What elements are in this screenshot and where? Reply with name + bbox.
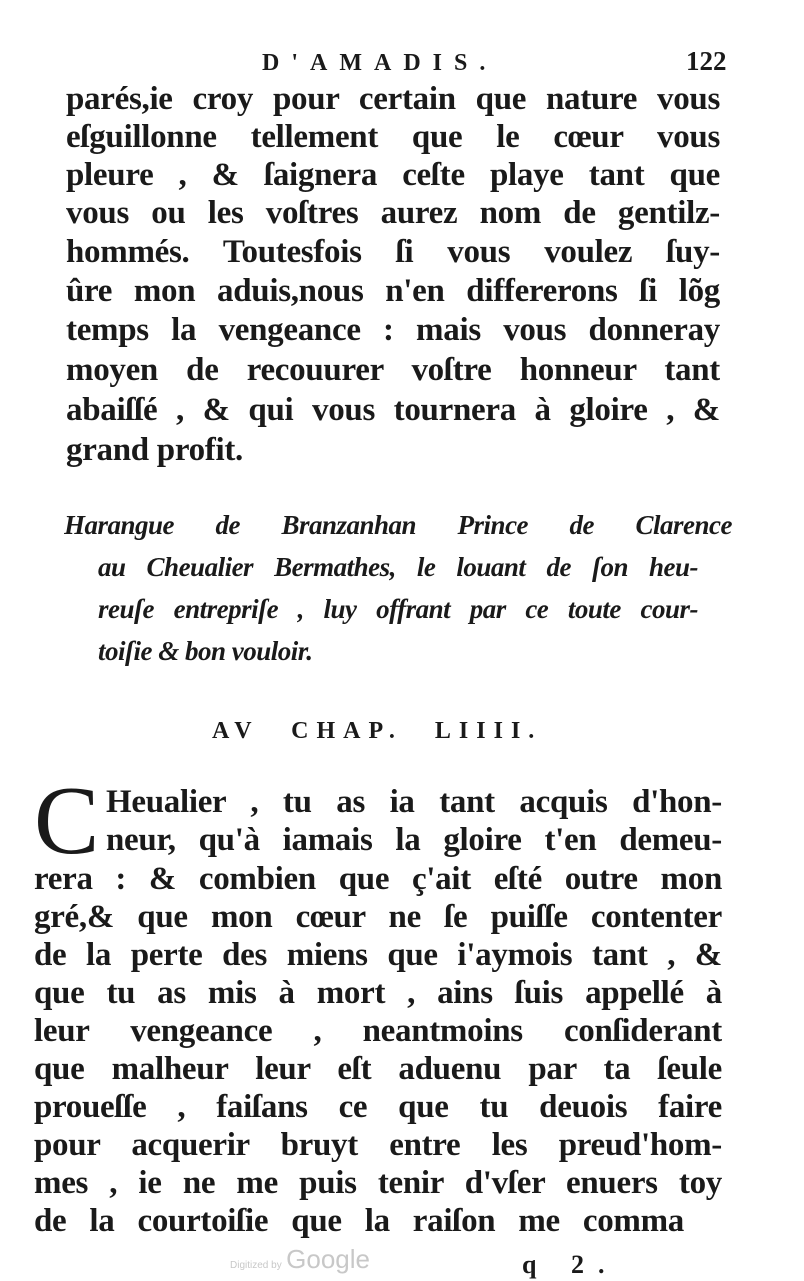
text-line: proueſſe , faiſans ce que tu deuois faire: [34, 1089, 722, 1125]
text-line: grand profit.: [66, 432, 244, 468]
text-line: vous ou les voſtres aurez nom de gentilz-: [66, 195, 720, 231]
text-line: rera : & combien que ç'ait eſté outre mon: [34, 861, 722, 897]
text-line: de la courtoiſie que la raiſon me comma: [34, 1203, 684, 1239]
text-line: eſguillonne tellement que le cœur vous: [66, 119, 720, 155]
text-line: parés,ie croy pour certain que nature vous: [66, 81, 720, 117]
heading-line: Harangue de Branzanhan Prince de Clarence: [64, 510, 732, 540]
watermark-prefix: Digitized by: [230, 1260, 282, 1271]
text-line: pleure , & ſaignera ceſte playe tant que: [66, 157, 720, 193]
heading-line: au Cheualier Bermathes, le louant de ſon heu-: [98, 552, 698, 582]
text-line: de la perte des miens que i'aymois tant , &: [34, 937, 722, 973]
chapter-heading: AV CHAP. LIIII.: [212, 718, 543, 744]
watermark-brand: Google: [286, 1244, 370, 1274]
watermark: [230, 1244, 370, 1281]
text-line: leur vengeance , neantmoins conſiderant: [34, 1013, 722, 1049]
text-line: hommés. Toutesfois ſi vous voulez ſuy-: [66, 234, 720, 270]
drop-cap: C: [34, 767, 100, 875]
text-line: que tu as mis à mort , ains ſuis appellé à: [34, 975, 722, 1011]
text-line: pour acquerir bruyt entre les preud'hom-: [34, 1127, 722, 1163]
text-line: neur, qu'à iamais la gloire t'en demeu-: [106, 822, 722, 858]
text-line: gré,& que mon cœur ne ſe puiſſe contenter: [34, 899, 722, 935]
page-number: 122: [686, 46, 727, 76]
text-line: abaiſſé , & qui vous tournera à gloire , &: [66, 392, 720, 428]
text-line: ûre mon aduis,nous n'en differerons ſi lõg: [66, 273, 720, 309]
text-line: moyen de recouurer voſtre honneur tant: [66, 352, 720, 388]
heading-line: toiſie & bon vouloir.: [98, 636, 313, 666]
heading-line: reuſe entrepriſe , luy offrant par ce toute cour-: [98, 594, 698, 624]
signature-mark: q 2.: [522, 1250, 619, 1279]
text-line: mes , ie ne me puis tenir d'vſer enuers toy: [34, 1165, 722, 1201]
text-line: temps la vengeance : mais vous donneray: [66, 312, 720, 348]
running-title: D'AMADIS.: [262, 50, 498, 76]
text-line: que malheur leur eſt aduenu par ta ſeule: [34, 1051, 722, 1087]
text-line: Heualier , tu as ia tant acquis d'hon-: [106, 784, 722, 820]
